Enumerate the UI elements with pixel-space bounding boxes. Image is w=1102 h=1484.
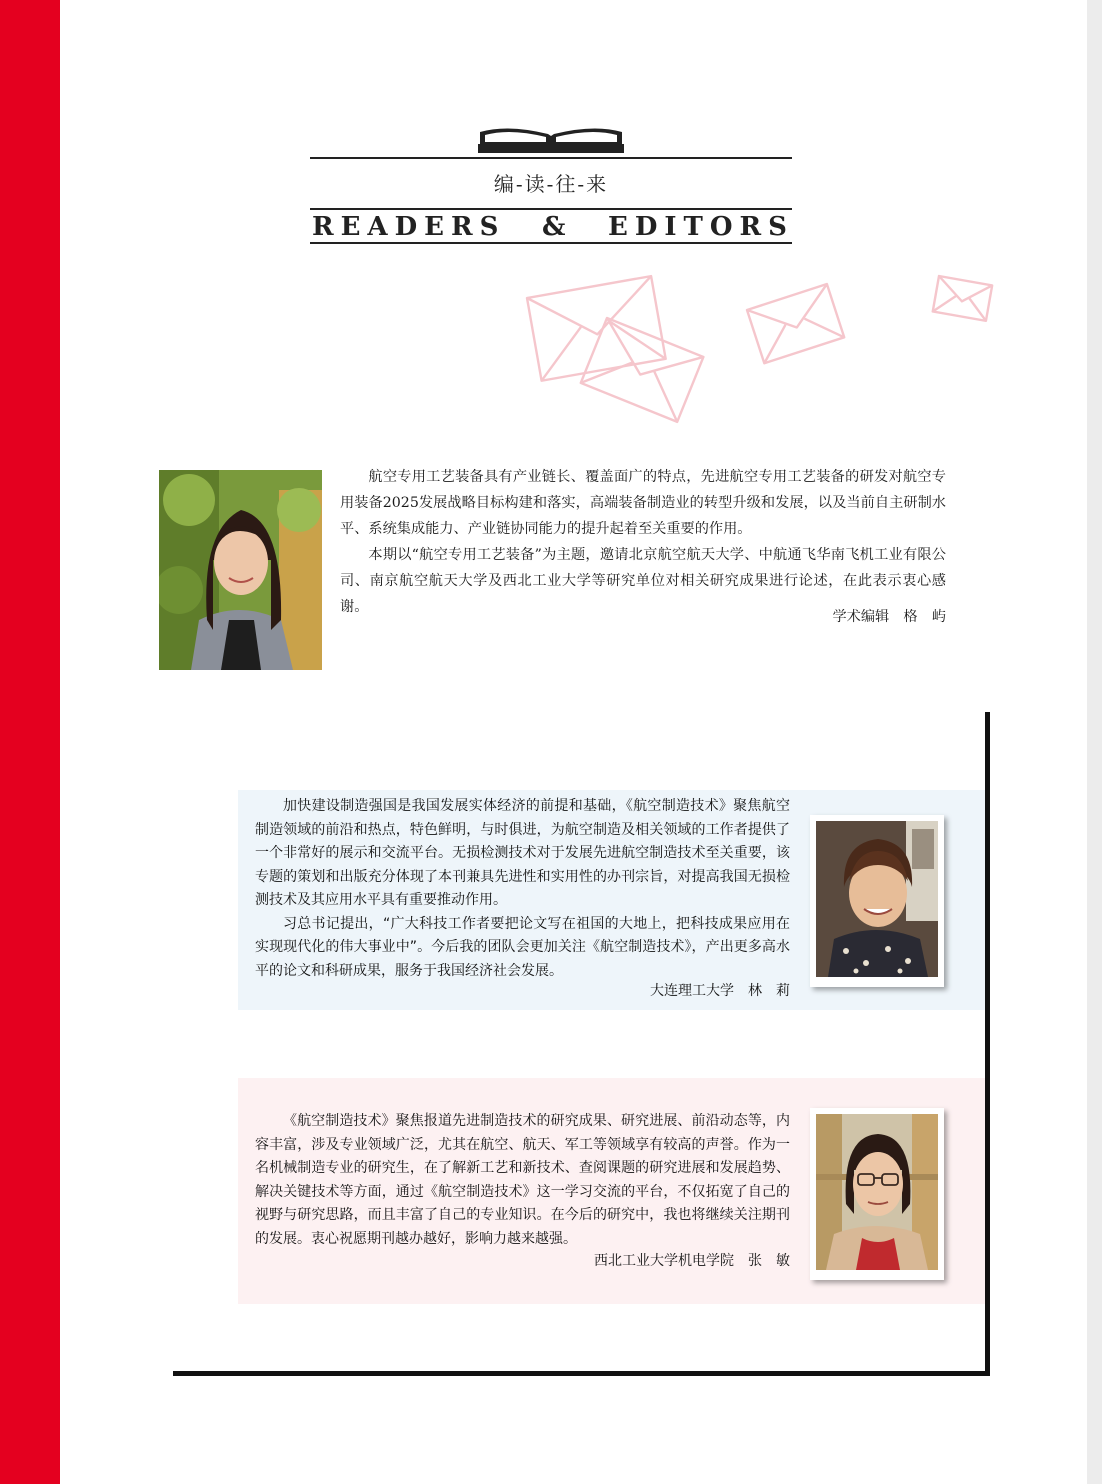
- letter1-signature: 大连理工大学 林 莉: [650, 983, 790, 999]
- letter1-text: [255, 795, 790, 983]
- section-title-cn: 编-读-往-来: [493, 172, 609, 196]
- letter2-signature: 西北工业大学机电学院 张 敏: [594, 1253, 790, 1269]
- editor-note-paragraph: 本期以“航空专用工艺装备”为主题，邀请北京航空航天大学、中航通飞华南飞机工业有限公司、南京航空航天大学及西北工业大学等研究单位对相关研究成果进行论述，在此表示衷心感谢。: [340, 547, 946, 615]
- editor-signature: 学术编辑 格 屿: [832, 609, 946, 625]
- editor-note-text: [340, 464, 946, 620]
- frame-vertical-line: [985, 712, 990, 1376]
- left-red-margin-bar: [0, 0, 60, 1484]
- letter1-author-photo: [810, 815, 944, 987]
- title-en-readers: READERS: [312, 212, 506, 242]
- letter2-text: [255, 1110, 790, 1251]
- editor-note-paragraph: 航空专用工艺装备具有产业链长、覆盖面广的特点，先进航空专用工艺装备的研发对航空专用装备2025发展战略目标构建和落实，高端装备制造业的转型升级和发展，以及当前自主研制水平、系统集成能力、产业链协同能力的提升起着至关重要的作用。: [340, 469, 946, 537]
- letter2-author-photo: [810, 1108, 944, 1280]
- masthead-mid-rule: [310, 208, 792, 210]
- masthead-top-rule: [310, 157, 792, 159]
- right-page-edge: [1087, 0, 1102, 1484]
- open-book-icon: [478, 122, 624, 154]
- letter1-paragraph: 加快建设制造强国是我国发展实体经济的前提和基础，《航空制造技术》聚焦航空制造领域的前沿和热点，特色鲜明，与时俱进，为航空制造及相关领域的工作者提供了一个非常好的展示和交流平台。无损检测技术对于发展先进航空制造技术至关重要，该专题的策划和出版充分体现了本刊兼具先进性和实用性的办刊宗旨，对提高我国无损检测技术及其应用水平具有重要推动作用。: [255, 798, 790, 908]
- reader-letter-panel-1: [238, 790, 985, 1010]
- title-en-ampersand: &: [542, 212, 573, 242]
- reader-letter-panel-2: [238, 1078, 985, 1304]
- frame-horizontal-line: [173, 1371, 990, 1376]
- title-en-editors: EDITORS: [608, 212, 794, 242]
- envelope-decoration-icons: [515, 270, 1005, 430]
- letter1-paragraph: 习总书记提出，“广大科技工作者要把论文写在祖国的大地上，把科技成果应用在实现现代化的伟大事业中”。今后我的团队会更加关注《航空制造技术》，产出更多高水平的论文和科研成果，服务于我国经济社会发展。: [255, 915, 790, 979]
- masthead-bottom-rule: [310, 242, 792, 244]
- editor-photo: [159, 470, 322, 670]
- letter2-paragraph: 《航空制造技术》聚焦报道先进制造技术的研究成果、研究进展、前沿动态等，内容丰富，涉及专业领域广泛，尤其在航空、航天、军工等领域享有较高的声誉。作为一名机械制造专业的研究生，在了解新工艺和新技术、查阅课题的研究进展和发展趋势、解决关键技术等方面，通过《航空制造技术》这一学习交流的平台，不仅拓宽了自己的视野与研究思路，而且丰富了自己的专业知识。在今后的研究中，我也将继续关注期刊的发展。衷心祝愿期刊越办越好，影响力越来越强。: [255, 1113, 790, 1247]
